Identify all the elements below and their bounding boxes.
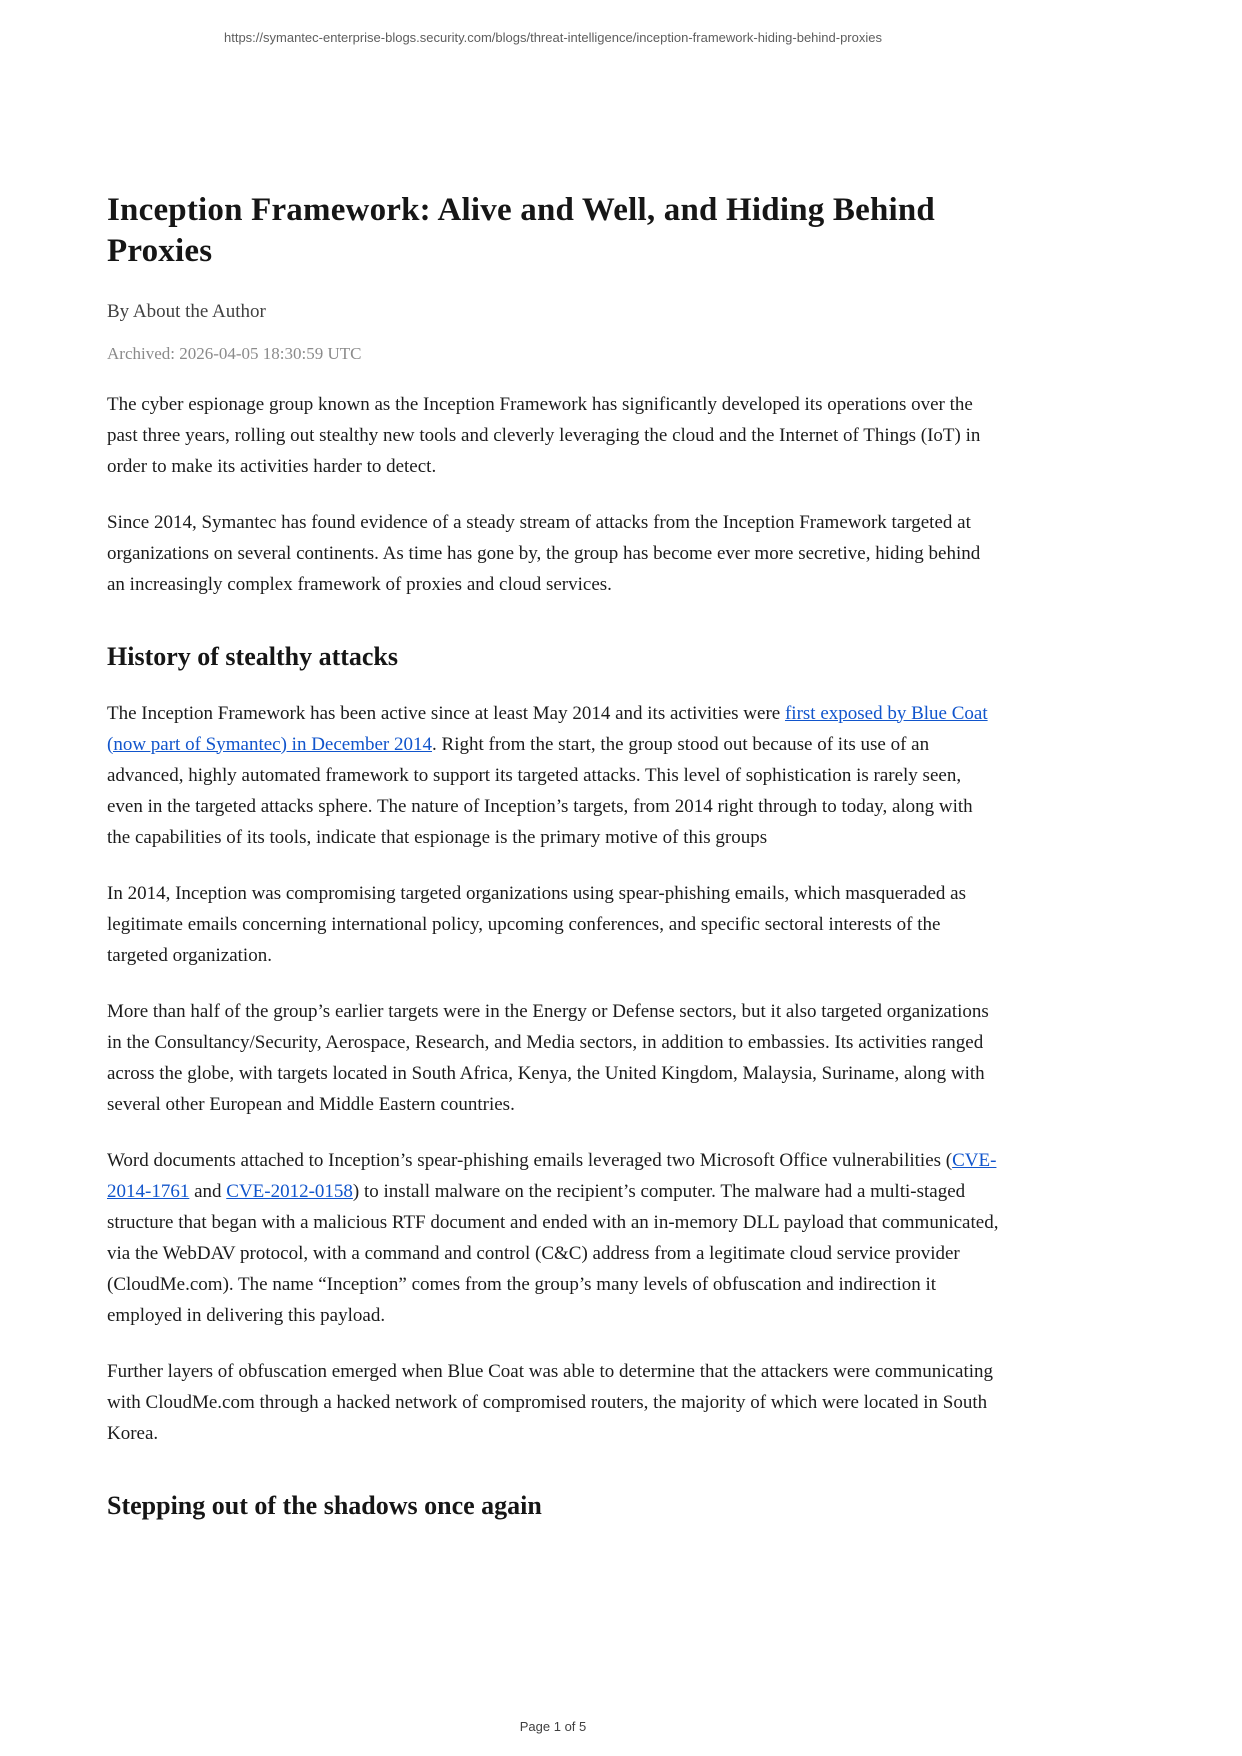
paragraph-text: Word documents attached to Inception’s spear-phishing emails leveraged two Microsoft Office vulnerabilities ( — [107, 1149, 953, 1171]
paragraph-history-4 — [107, 1145, 999, 1331]
paragraph-text: The Inception Framework has been active since at least May 2014 and its activities were — [107, 702, 785, 724]
article-content — [107, 190, 999, 1521]
paragraph-intro-1: The cyber espionage group known as the Inception Framework has significantly developed its operations over the past three years, rolling out stealthy new tools and cleverly leveraging the cloud and the Internet of Things (IoT) in order to make its activities harder to detect. — [107, 393, 981, 477]
paragraph-history-1 — [107, 698, 999, 853]
link-first-exposed-blue-coat[interactable]: first exposed by Blue Coat (now part of Symantec) in December 2014 — [107, 702, 988, 755]
paragraph-intro-2: Since 2014, Symantec has found evidence of a steady stream of attacks from the Inception Framework targeted at organizations on several continents. As time has gone by, the group has become ever more secretive, hiding behind an increasingly complex framework of proxies and cloud services. — [107, 511, 981, 595]
paragraph-text: and — [189, 1180, 227, 1202]
link-cve-2012-0158[interactable]: CVE-2012-0158 — [226, 1180, 353, 1202]
page-number-footer: Page 1 of 5 — [519, 1719, 587, 1734]
paragraph-history-2: In 2014, Inception was compromising targeted organizations using spear-phishing emails, which masqueraded as legitimate emails concerning international policy, upcoming conferences, and specific sectoral interests of the targeted organization. — [107, 882, 966, 966]
paragraph-history-3: More than half of the group’s earlier targets were in the Energy or Defense sectors, but it also targeted organizations in the Consultancy/Security, Aerospace, Research, and Media sectors, in addition to embassies. Its activities ranged across the globe, with targets located in South Africa, Kenya, the United Kingdom, Malaysia, Suriname, along with several other European and Middle Eastern countries. — [107, 1000, 989, 1115]
section-heading-history: History of stealthy attacks — [107, 641, 399, 671]
paragraph-text: ) to install malware on the recipient’s computer. The malware had a multi-staged structure that began with a malicious RTF document and ended with an in-memory DLL payload that communicated, via the WebDAV protocol, with a command and control (C&C) address from a legitimate cloud service provider (CloudMe.com). The name “Inception” comes from the group’s many levels of obfuscation and indirection it employed in delivering this payload. — [107, 1180, 999, 1326]
link-cve-2014-1761[interactable]: CVE-2014-1761 — [107, 1149, 997, 1202]
section-heading-stepping-out: Stepping out of the shadows once again — [107, 1490, 542, 1520]
paragraph-history-5: Further layers of obfuscation emerged when Blue Coat was able to determine that the attackers were communicating with CloudMe.com through a hacked network of compromised routers, the majority of which were located in South Korea. — [107, 1360, 994, 1444]
article-byline: By About the Author — [107, 300, 266, 322]
article-title: Inception Framework: Alive and Well, and Hiding Behind Proxies — [107, 192, 935, 270]
paragraph-text: . Right from the start, the group stood out because of its use of an advanced, highly automated framework to support its targeted attacks. This level of sophistication is rarely seen, even in the targeted attacks sphere. The nature of Inception’s targets, from 2014 right through to today, along with the capabilities of its tools, indicate that espionage is the primary motive of this groups — [107, 733, 973, 848]
print-header-url: https://symantec-enterprise-blogs.security.com/blogs/threat-intelligence/inception-framework-hiding-behind-proxies — [223, 30, 882, 45]
archive-timestamp: Archived: 2026-04-05 18:30:59 UTC — [107, 343, 362, 363]
